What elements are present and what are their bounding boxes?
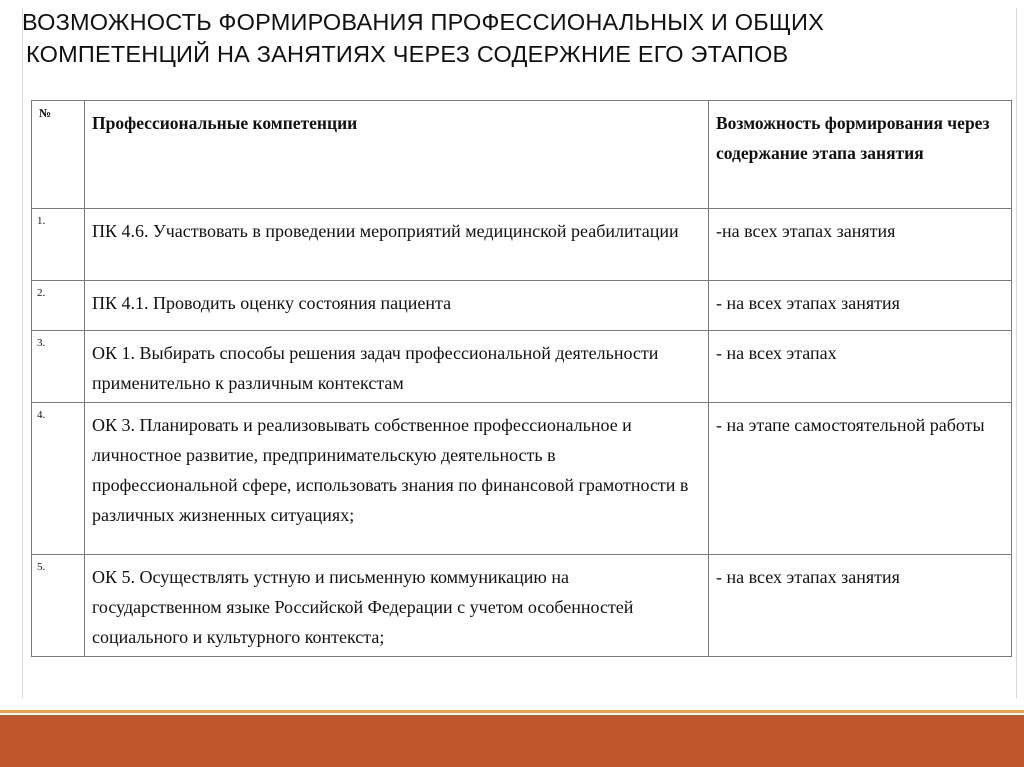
row-number: 3. bbox=[32, 331, 85, 403]
slide-title bbox=[22, 6, 1002, 70]
row-competency: ПК 4.6. Участвовать в проведении мероприятий медицинской реабилитации bbox=[85, 209, 709, 281]
table-row bbox=[32, 209, 1012, 281]
header-competencies: Профессиональные компетенции bbox=[85, 101, 709, 209]
row-number: 1. bbox=[32, 209, 85, 281]
row-competency: ОК 3. Планировать и реализовывать собственное профессиональное и личностное развитие, предпринимательскую деятельность в профессиональной сфере, использовать знания по финансовой грамотности в различных жизненных ситуациях; bbox=[85, 403, 709, 555]
slide-frame-left bbox=[22, 8, 23, 698]
header-number: № bbox=[32, 101, 85, 209]
slide-title-line-1: ВОЗМОЖНОСТЬ ФОРМИРОВАНИЯ ПРОФЕССИОНАЛЬНЫХ И ОБЩИХ bbox=[22, 9, 825, 35]
row-possibility: - на всех этапах bbox=[709, 331, 1012, 403]
row-number: 5. bbox=[32, 555, 85, 657]
table-row bbox=[32, 281, 1012, 331]
row-possibility: - на всех этапах занятия bbox=[709, 281, 1012, 331]
footer-accent-line bbox=[0, 710, 1024, 713]
table-row bbox=[32, 331, 1012, 403]
table-header-row bbox=[32, 101, 1012, 209]
table-row bbox=[32, 403, 1012, 555]
row-possibility: - на всех этапах занятия bbox=[709, 555, 1012, 657]
table-row bbox=[32, 555, 1012, 657]
row-competency: ОК 1. Выбирать способы решения задач профессиональной деятельности применительно к различным контекстам bbox=[85, 331, 709, 403]
row-number: 2. bbox=[32, 281, 85, 331]
row-possibility: - на этапе самостоятельной работы bbox=[709, 403, 1012, 555]
row-number: 4. bbox=[32, 403, 85, 555]
slide-frame-right bbox=[1016, 8, 1017, 698]
row-possibility: -на всех этапах занятия bbox=[709, 209, 1012, 281]
footer-band bbox=[0, 715, 1024, 767]
slide-title-line-2: КОМПЕТЕНЦИЙ НА ЗАНЯТИЯХ ЧЕРЕЗ СОДЕРЖНИЕ ЕГО ЭТАПОВ bbox=[26, 41, 789, 67]
competencies-table bbox=[31, 100, 1012, 657]
row-competency: ПК 4.1. Проводить оценку состояния пациента bbox=[85, 281, 709, 331]
header-possibility: Возможность формирования через содержание этапа занятия bbox=[709, 101, 1012, 209]
row-competency: ОК 5. Осуществлять устную и письменную коммуникацию на государственном языке Российской Федерации с учетом особенностей социального и культурного контекста; bbox=[85, 555, 709, 657]
